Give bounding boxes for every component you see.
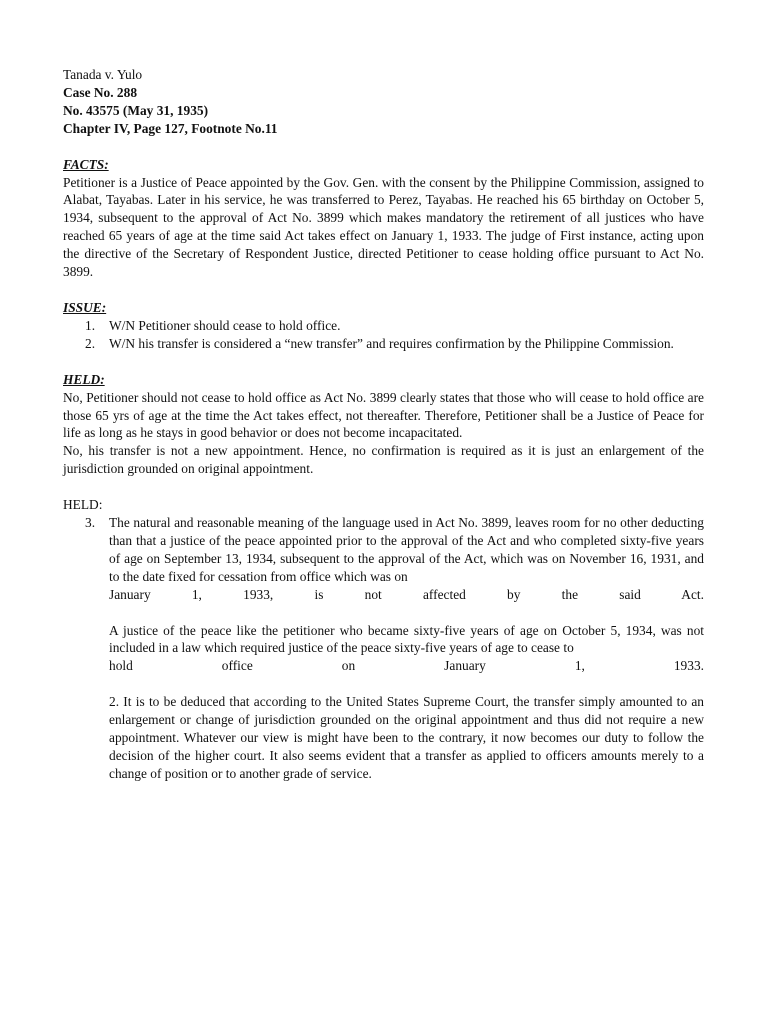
case-number: Case No. 288 [63, 84, 138, 100]
paragraph-text-last-line: hold office on January 1, 1933. [109, 658, 704, 674]
facts-heading: FACTS: [63, 156, 109, 172]
list-item [63, 317, 704, 335]
issue-heading: ISSUE: [63, 299, 107, 315]
list-item-text: The natural and reasonable meaning of the language used in Act No. 3899, leaves room for no other deducting than that a justice of the peace appointed prior to the approval of the Act and who completed sixty-five years of age on September 13, 1934, subsequent to the approval of the Act, which was on November 16, 1931, and to the date fixed for cessation from office which was on [109, 515, 704, 584]
list-item-text: W/N Petitioner should cease to hold office. [109, 317, 341, 333]
gr-number: No. 43575 (May 31, 1935) [63, 102, 209, 118]
list-item-text: W/N his transfer is considered a “new transfer” and requires confirmation by the Philippine Commission. [109, 335, 674, 351]
list-item-number: 1. [85, 317, 96, 333]
held-heading-plain: HELD: [63, 497, 103, 513]
paragraph-text: A justice of the peace like the petitioner who became sixty-five years of age on October 5, 1934, was not included in a law which required justice of the peace sixty-five years of age to cease to [109, 622, 704, 656]
list-item-number: 2. [85, 335, 96, 351]
list-item [63, 335, 704, 353]
document-page [63, 66, 704, 783]
facts-paragraph: Petitioner is a Justice of Peace appointed by the Gov. Gen. with the consent by the Philippine Commission, assigned to Alabat, Tayabas. Later in his service, he was transferred to Perez, Tayabas. He reached his 65 birthday on October 5, 1934, subsequent to the approval of Act No. 3899 which makes mandatory the retirement of all justices who have reached 65 years of age at the time said Act takes effect on January 1, 1933. The judge of First instance, acting upon the directive of the Secretary of Respondent Justice, directed Petitioner to cease holding office pursuant to Act No. 3899. [63, 174, 704, 280]
held-paragraph-2: No, his transfer is not a new appointment. Hence, no confirmation is required as it is just an enlargement of the jurisdiction grounded on original appointment. [63, 443, 704, 477]
held-paragraph-1: No, Petitioner should not cease to hold office as Act No. 3899 clearly states that those who will cease to hold office are those 65 yrs of age at the time the Act takes effect, not thereafter. Therefore, Petitioner shall be a Justice of Peace for life as long as he stays in good behavior or does not become incapacitated. [63, 389, 704, 441]
issue-list [63, 317, 704, 353]
chapter-reference: Chapter IV, Page 127, Footnote No.11 [63, 120, 278, 136]
list-item [63, 514, 704, 604]
list-item-text-last-line: January 1, 1933, is not affected by the said Act. [109, 586, 704, 602]
held-paragraph-a [63, 622, 704, 676]
list-item-number: 3. [85, 515, 96, 531]
held-heading: HELD: [63, 371, 105, 387]
held-paragraph-b: 2. It is to be deduced that according to the United States Supreme Court, the transfer simply amounted to an enlargement or change of jurisdiction grounded on the original appointment and thus did not require a new appointment. Whatever our view is might have been to the contrary, it now becomes our duty to follow the decision of the higher court. It also seems evident that a transfer as applied to officers amounts merely to a change of position or to another grade of service. [109, 694, 704, 781]
case-title: Tanada v. Yulo [63, 67, 143, 82]
